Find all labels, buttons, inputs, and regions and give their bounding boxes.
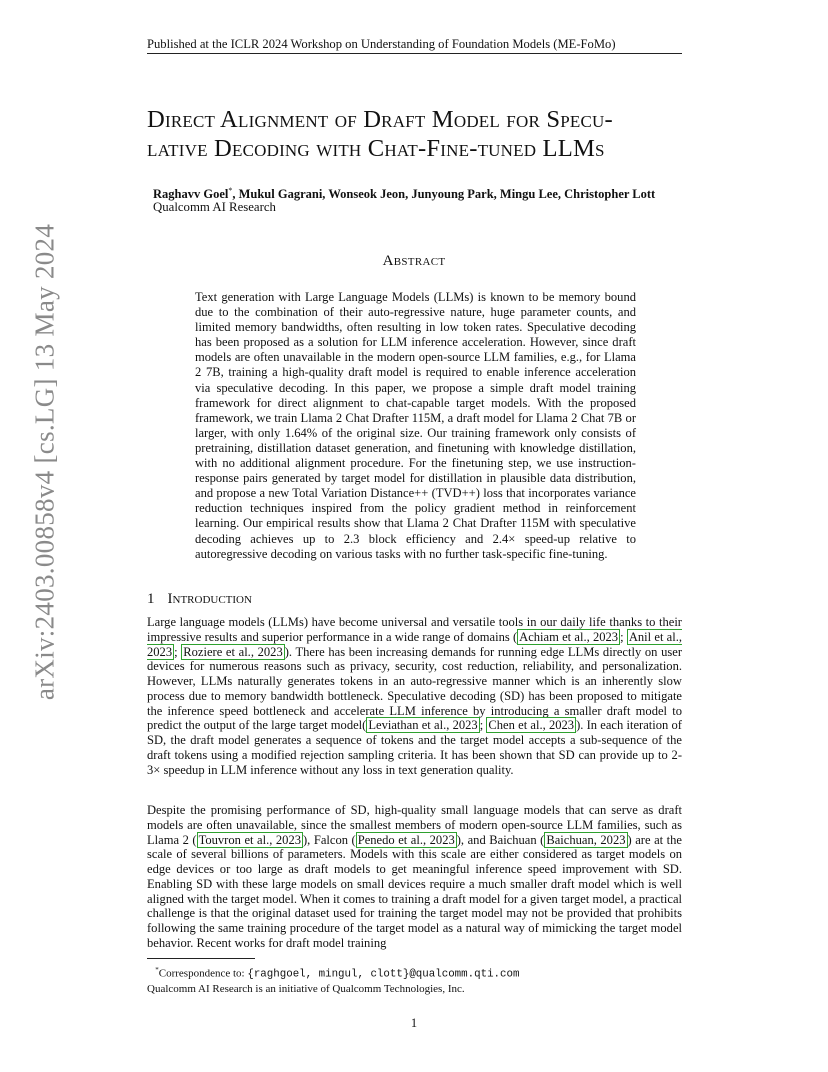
citation-link[interactable]: Achiam et al., 2023 — [519, 629, 619, 644]
footnote-mark: * — [155, 966, 159, 974]
arxiv-stamp: arXiv:2403.00858v4 [cs.LG] 13 May 2024 — [29, 223, 60, 701]
running-header: Published at the ICLR 2024 Workshop on Understanding of Foundation Models (ME-FoMo) — [147, 37, 616, 51]
page-number: 1 — [410, 1016, 418, 1030]
correspondence-emails[interactable]: {raghgoel, mingul, clott}@qualcomm.qti.com — [247, 968, 520, 981]
intro-paragraph-2 — [147, 803, 682, 951]
footnote-prefix: Correspondence to: — [158, 967, 248, 980]
title-line-2: lative Decoding with Chat-Fine-tuned LLMs — [147, 135, 605, 162]
title-line-1: Direct Alignment of Draft Model for Specu- — [147, 106, 613, 133]
author-footnote-mark: * — [228, 186, 233, 195]
section-heading — [147, 591, 252, 608]
citation-link[interactable]: Touvron et al., 2023 — [198, 832, 301, 847]
citation-link[interactable]: Leviathan et al., 2023 — [368, 718, 478, 733]
text-run: ; — [620, 629, 627, 644]
text-run: ). There has been increasing demands for running edge LLMs directly on user devices for numerous reasons such as privacy, security, cost reduction, reliability, and personalization. However, LLMs naturally generates tokens in an auto-regressive manner which is an inherently slow process due to memory bandwidth bottleneck. Speculative decoding (SD) has been proposed to mitigate the inference speed bottleneck and accelerate LLM inference by introducing a smaller draft model to predict the output of the large target model( — [147, 644, 683, 733]
footnote — [147, 963, 707, 996]
text-run: Despite the promising performance of SD, high-quality small language models that can serve as draft models are often unavailable, since the smallest members of modern open-source LLM families, such as Llama 2 ( — [147, 803, 682, 847]
other-authors: , Mukul Gagrani, Wonseok Jeon, Junyoung Park, Mingu Lee, Christopher Lott — [232, 187, 656, 202]
text-run: Large language models (LLMs) have become universal and versatile tools in our daily life thanks to their impressive results and superior performance in a wide range of domains ( — [147, 615, 682, 644]
citation-link[interactable]: Roziere et al., 2023 — [183, 644, 283, 659]
footnote-rule — [147, 958, 255, 959]
text-run: ). In each iteration of SD, the draft model generates a sequence of tokens and the target model accepts a sub-sequence of the draft tokens using a modified rejection sampling criteria. It has been shown that SD can provide up to 2-3× speedup in LLM inference without any loss in text generation quality. — [147, 718, 682, 777]
footnote-line-2: Qualcomm AI Research is an initiative of Qualcomm Technologies, Inc. — [147, 982, 465, 995]
affiliation: Qualcomm AI Research — [153, 200, 276, 214]
header-rule — [147, 53, 682, 54]
intro-paragraph-1 — [147, 615, 682, 777]
citation-link[interactable]: Penedo et al., 2023 — [357, 832, 455, 847]
section-number: 1 — [147, 591, 155, 607]
text-run: ; — [174, 644, 182, 659]
text-run: ) are at the scale of several billions of parameters. Models with this scale are either considered as target models on edge devices or too large as draft models to get meaningful inference speed improvement with SD. Enabling SD with these large models on small devices require a much smaller draft model which is well aligned with the target model. When it comes to training a draft model for a given target model, a practical challenge is that the original dataset used for training the target model may not be provided that prohibits following the same training procedure of the target model as a natural way of mimicking the target model behavior. Recent works for draft model training — [147, 832, 682, 950]
text-run: ), Falcon ( — [303, 832, 356, 847]
abstract-heading: Abstract — [382, 253, 446, 269]
citation-link[interactable]: Chen et al., 2023 — [488, 718, 575, 733]
first-author: Raghavv Goel — [153, 187, 229, 202]
section-title: Introduction — [167, 591, 252, 607]
citation-link[interactable]: Anil et al., 2023 — [147, 629, 683, 659]
citation-link[interactable]: Baichuan, 2023 — [546, 832, 626, 847]
abstract-text: Text generation with Large Language Models (LLMs) is known to be memory bound due to the combination of their auto-regressive nature, huge parameter counts, and limited memory bandwidths, often resulting in low token rates. Speculative decoding has been proposed as a solution for LLM inference acceleration. However, since draft models are often unavailable in the modern open-source LLM families, e.g., for Llama 2 7B, training a high-quality draft model is required to enable inference acceleration via speculative decoding. In this paper, we propose a simple draft model training framework for direct alignment to chat-capable target models. With the proposed framework, we train Llama 2 Chat Drafter 115M, a draft model for Llama 2 Chat 7B or larger, with only 1.64% of the original size. Our training framework only consists of pretraining, distillation dataset generation, and finetuning with knowledge distillation, with no additional alignment procedure. For the finetuning step, we use instruction-response pairs generated by target model for distillation in plausible data distribution, and propose a new Total Variation Distance++ (TVD++) loss that incorporates variance reduction techniques inspired from the policy gradient method in reinforcement learning. Our empirical results show that Llama 2 Chat Drafter 115M with speculative decoding achieves up to 2.3 block efficiency and 2.4× speed-up relative to autoregressive decoding on various tasks with no further task-specific fine-tuning. — [195, 290, 636, 561]
text-run: ), and Baichuan ( — [456, 832, 545, 847]
text-run: ; — [479, 718, 487, 733]
paper-title — [147, 105, 707, 163]
footnote-line-1 — [147, 963, 707, 982]
